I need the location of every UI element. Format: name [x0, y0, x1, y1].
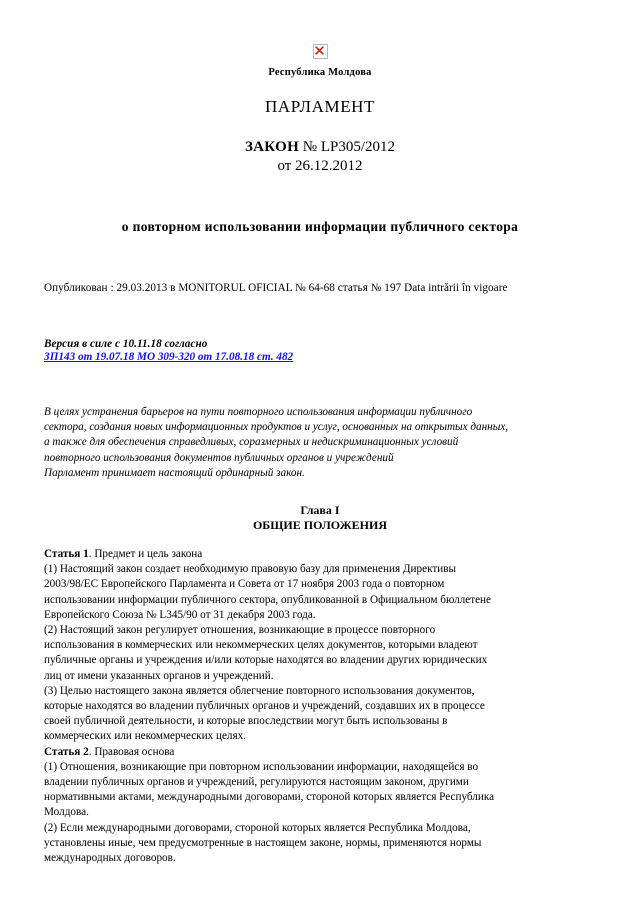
- publication-line: Опубликован : 29.03.2013 в MONITORUL OFICIAL № 64-68 статья № 197 Data intrării în vigoare: [44, 282, 508, 294]
- law-label: ЗАКОН: [244, 139, 300, 155]
- parliament-heading: ПАРЛАМЕНТ: [264, 97, 376, 116]
- article-line: 2003/98/ЕС Европейского Парламента и Совета от 17 ноября 2003 года о повторном: [44, 578, 445, 591]
- article-label: Статья 2: [44, 745, 89, 758]
- article-line: (3) Целью настоящего закона является облегчение повторного использования документов,: [44, 684, 475, 697]
- article-1: [44, 547, 596, 745]
- version-note: Версия в силе с 10.11.18 согласно: [44, 338, 208, 350]
- preamble-line: повторного использования документов публичных органов и учреждений: [44, 451, 394, 464]
- article-line: международных договоров.: [44, 852, 176, 865]
- article-line: Молдова.: [44, 806, 89, 819]
- article-line: своей публичной деятельности, и которые впоследствии могут быть использованы в: [44, 715, 448, 728]
- article-line: лиц от имени указанных органов и учреждений.: [44, 669, 274, 682]
- chapter-name: ОБЩИЕ ПОЛОЖЕНИЯ: [252, 518, 388, 533]
- page-title: о повторном использовании информации публичного сектора: [121, 219, 519, 234]
- broken-image-icon: [313, 44, 328, 59]
- article-line: (2) Если международными договорами, стороной которых является Республика Молдова,: [44, 821, 471, 834]
- article-title: . Предмет и цель закона: [88, 548, 203, 561]
- article-2: [44, 745, 596, 867]
- law-number: № LP305/2012: [299, 139, 396, 155]
- chapter-number: Глава I: [300, 503, 340, 518]
- country-heading: Республика Молдова: [268, 67, 372, 78]
- broken-image-container: [44, 0, 596, 59]
- amending-law-link[interactable]: ЗП143 от 19.07.18 МО 309-320 от 17.08.18 ст. 482: [44, 351, 294, 363]
- article-line: (1) Настоящий закон создает необходимую правовую базу для применения Директивы: [44, 563, 457, 576]
- article-line: установлены иные, чем предусмотренные в настоящем законе, нормы, применяются нормы: [44, 836, 482, 849]
- preamble: [44, 405, 596, 481]
- article-heading: [44, 547, 596, 562]
- article-line: использования в коммерческих или некоммерческих целях документов, которыми владеют: [44, 639, 478, 652]
- preamble-line: Парламент принимает настоящий ординарный закон.: [44, 466, 305, 479]
- article-line: (2) Настоящий закон регулирует отношения, возникающие в процессе повторного: [44, 624, 436, 637]
- article-line: публичные органы и учреждения и/или которые находятся во владении других юридических: [44, 654, 488, 667]
- article-line: владении публичных органов и учреждений, регулируются настоящим законом, другими: [44, 776, 469, 789]
- preamble-line: сектора, создания новых информационных продуктов и услуг, основанных на открытых данных,: [44, 421, 509, 434]
- article-line: которые находятся во владении публичных органов и учреждений, создавших их в процессе: [44, 700, 485, 713]
- law-date: от 26.12.2012: [277, 158, 363, 174]
- article-label: Статья 1: [44, 548, 89, 561]
- article-line: Европейского Союза № L345/90 от 31 декабря 2003 года.: [44, 608, 316, 621]
- article-title: . Правовая основа: [88, 745, 175, 758]
- article-line: коммерческих или некоммерческих целях.: [44, 730, 247, 743]
- law-number-heading: [44, 139, 596, 156]
- preamble-line: В целях устранения барьеров на пути повторного использования информации публичного: [44, 406, 473, 418]
- preamble-line: а также для обеспечения справедливых, соразмерных и недискриминационных условий: [44, 436, 459, 449]
- article-line: использовании информации публичного сектора, опубликованной в Официальном бюллетене: [44, 593, 492, 606]
- article-line: нормативными актами, международными договорами, стороной которых является Республика: [44, 791, 495, 804]
- article-line: (1) Отношения, возникающие при повторном использовании информации, находящейся во: [44, 760, 479, 773]
- article-heading: [44, 745, 596, 760]
- chapter-heading: [44, 503, 596, 533]
